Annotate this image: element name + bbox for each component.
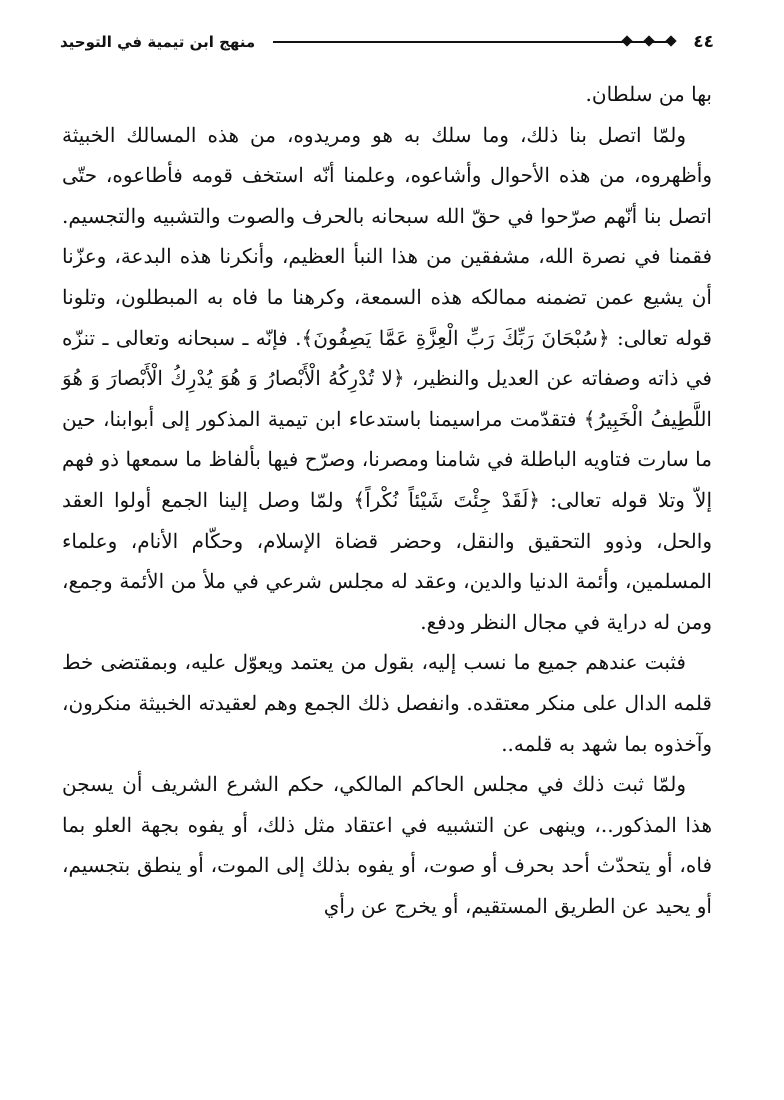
paragraph: ولمّا ثبت ذلك في مجلس الحاكم المالكي، حكم الشرع الشريف أن يسجن هذا المذكور..، وينهى عن التشبيه في اعتقاد مثل ذلك، أو يفوه بجهة العلو بما فاه، أو يتحدّث أحد بحرف أو صوت، أو يفوه بذلك إلى الموت، أو ينطق بتجسيم، أو يحيد عن الطريق المستقيم، أو يخرج عن رأي [62,772,712,918]
paragraph: فثبت عندهم جميع ما نسب إليه، بقول من يعتمد ويعوّل عليه، وبمقتضى خط قلمه الدال على منكر معتقده. وانفصل ذلك الجمع وهم لعقيدته الخبيثة منكرون، وآخذوه بما شهد به قلمه.. [62,650,712,756]
header-ornament [623,35,675,45]
page-header [60,22,714,62]
paragraph: بها من سلطان. [585,82,712,106]
diamond-ornament-icon [644,35,655,46]
running-title: منهج ابن تيمية في التوحيد [60,33,256,51]
page-number: ٤٤ [693,32,714,52]
diamond-ornament-icon [622,35,633,46]
paragraph: ولمّا اتصل بنا ذلك، وما سلك به هو ومريدوه، من هذه المسالك الخبيثة وأظهروه، من هذه الأحوال وأشاعوه، وعلمنا أنّه استخف قومه فأطاعوه، حتّى اتصل بنا أنّهم صرّحوا في حقّ الله سبحانه بالحرف والصوت والتشبيه والتجسيم. فقمنا في نصرة الله، مشفقين من هذا النبأ العظيم، وأنكرنا هذه البدعة، وعزّنا أن يشيع عمن تضمنه ممالكه هذه السمعة، وكرهنا ما فاه به المبطلون، وتلونا قوله تعالى: ﴿سُبْحَانَ رَبِّكَ رَبِّ الْعِزَّةِ عَمَّا يَصِفُونَ﴾. فإنّه ـ سبحانه وتعالى ـ تنزّه في ذاته وصفاته عن العديل والنظير، ﴿لا تُدْرِكُهُ الْأَبْصارُ وَ هُوَ يُدْرِكُ الْأَبْصارَ وَ هُوَ اللَّطِيفُ الْخَبِيرُ﴾ فتقدّمت مراسيمنا باستدعاء ابن تيمية المذكور إلى أبوابنا، حين ما سارت فتاويه الباطلة في شامنا ومصرنا، وصرّح فيها بألفاظ ما سمعها ذو فهم إلاّ وتلا قوله تعالى: ﴿لَقَدْ جِئْتَ شَيْئاً نُكْراً﴾ ولمّا وصل إلينا الجمع أولوا العقد والحل، وذوو التحقيق والنقل، وحضر قضاة الإسلام، وحكّام الأنام، وعلماء المسلمين، وأئمة الدنيا والدين، وعقد له مجلس شرعي في ملأ من الأئمة وجمع، ومن له دراية في مجال النظر ودفع. [62,122,712,634]
header-rule [273,35,675,49]
body-text [62,74,712,926]
diamond-ornament-icon [666,35,677,46]
